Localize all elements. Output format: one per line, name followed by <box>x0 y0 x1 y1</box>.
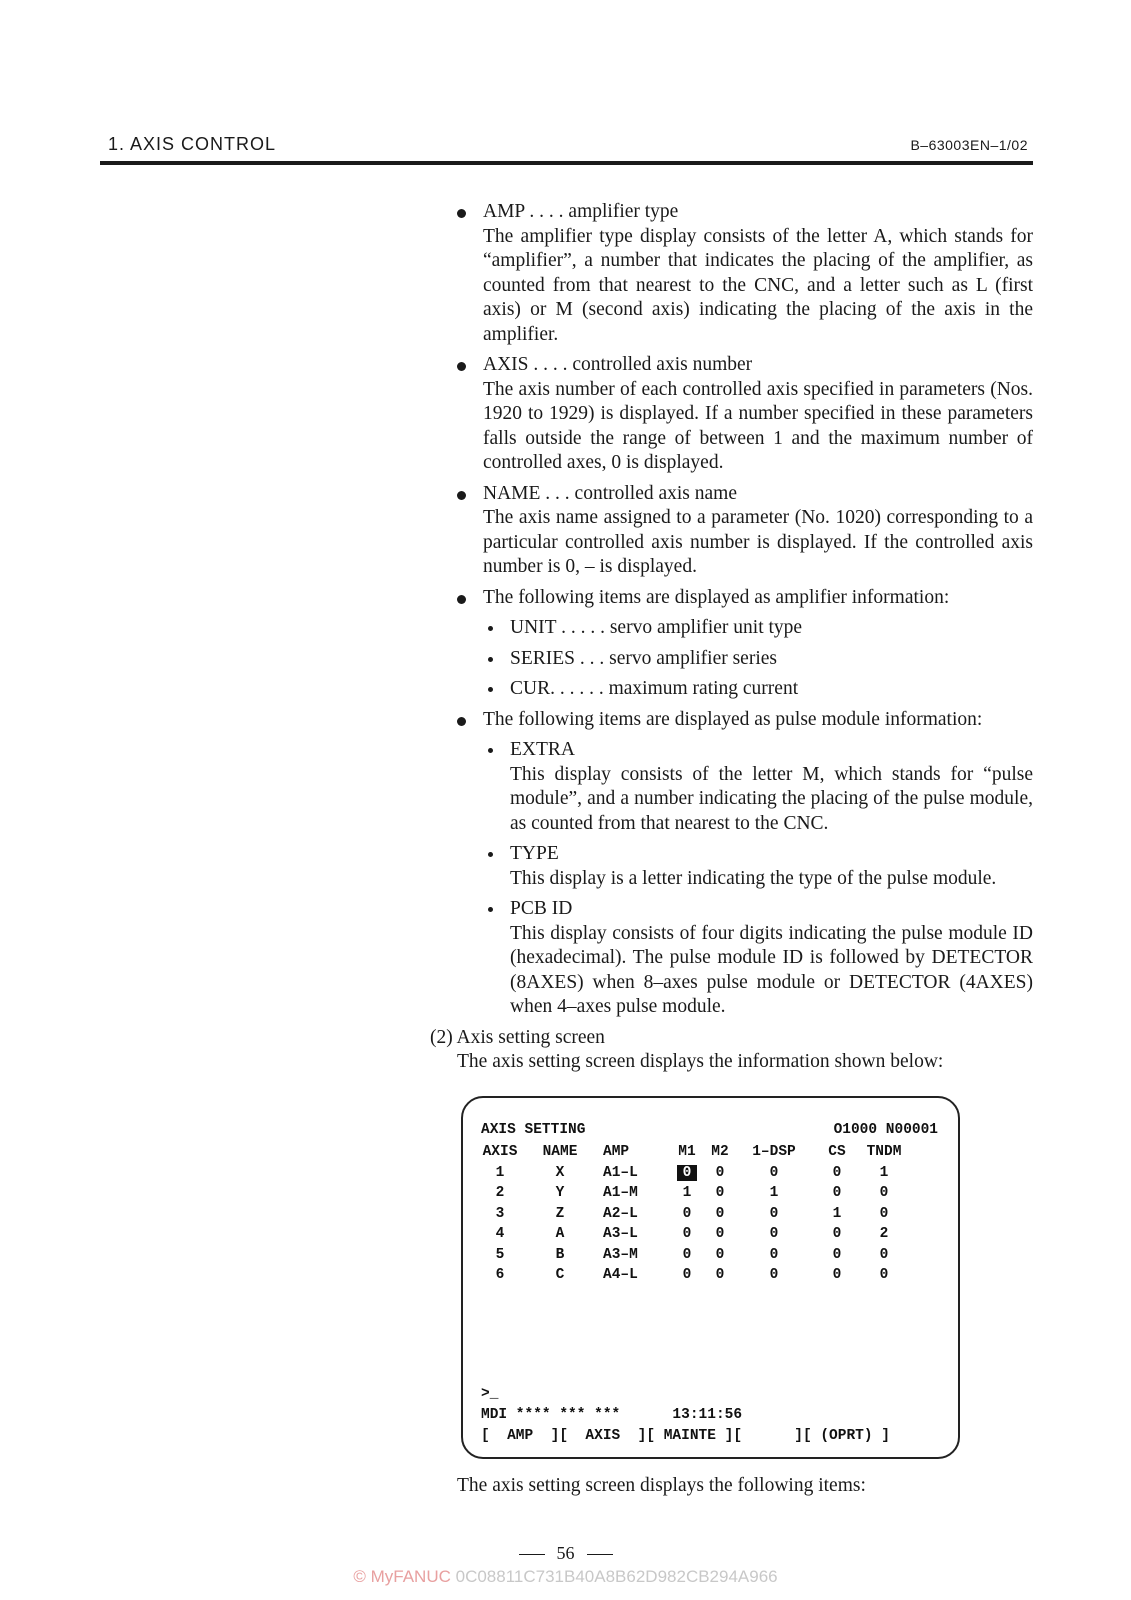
bullet-icon <box>457 717 466 726</box>
watermark <box>0 1567 1131 1587</box>
cell-1dsp: 0 <box>769 1246 779 1263</box>
small-bullet-icon <box>488 626 493 631</box>
bullet-icon <box>457 362 466 371</box>
sub-item-lead: PCB ID <box>510 898 573 919</box>
cell-cs: 0 <box>832 1185 842 1201</box>
item-lead: The following items are displayed as amplifier information: <box>483 586 950 608</box>
cell-axis: 2 <box>495 1185 505 1201</box>
header-doc-id: B–63003EN–1/02 <box>910 137 1028 153</box>
column-header-tndm: TNDM <box>866 1144 902 1160</box>
sub-item-lead: EXTRA <box>510 739 575 760</box>
cell-cs: 0 <box>832 1226 842 1242</box>
cell-cs: 1 <box>832 1205 842 1222</box>
small-bullet-icon <box>488 907 493 912</box>
cell-amp: A1–L <box>603 1164 638 1181</box>
cell-amp: A1–M <box>603 1185 638 1201</box>
page-number-footer <box>0 1543 1131 1564</box>
cell-amp: A4–L <box>603 1267 638 1283</box>
bullet-icon <box>457 491 466 500</box>
cell-name: B <box>555 1246 565 1263</box>
sub-item-text: CUR. . . . . . maximum rating current <box>510 678 799 699</box>
table-row <box>477 1163 911 1184</box>
cell-name: A <box>555 1226 565 1242</box>
watermark-brand: © MyFANUC <box>353 1567 451 1586</box>
table-row <box>477 1204 911 1225</box>
cell-amp: A2–L <box>603 1205 638 1222</box>
cell-m2: 0 <box>715 1164 725 1181</box>
cell-axis: 1 <box>495 1164 505 1181</box>
header-section-title: 1. AXIS CONTROL <box>108 134 277 154</box>
item-name <box>430 482 1033 580</box>
small-bullet-icon <box>488 687 493 692</box>
column-header-m1: M1 <box>678 1144 696 1160</box>
cell-m2: 0 <box>715 1267 725 1283</box>
cell-m1: 0 <box>682 1226 692 1242</box>
sub-item-desc: This display is a letter indicating the type of the pulse module. <box>510 867 997 889</box>
small-bullet-icon <box>488 748 493 753</box>
cell-axis: 3 <box>495 1205 505 1222</box>
pulse-info-type <box>430 842 1033 891</box>
cell-name: X <box>555 1164 565 1181</box>
column-header-cs: CS <box>828 1144 846 1160</box>
screen-title: AXIS SETTING <box>481 1122 586 1138</box>
cell-1dsp: 1 <box>769 1185 779 1201</box>
sub-item-lead: TYPE <box>510 843 559 864</box>
item-axis <box>430 353 1033 476</box>
cell-tndm: 0 <box>879 1185 889 1201</box>
section-2-title: (2) Axis setting screen <box>430 1026 605 1048</box>
body-column <box>430 200 1033 1075</box>
cell-tndm: 0 <box>879 1246 889 1263</box>
amp-info-cur <box>430 677 1033 702</box>
item-amp <box>430 200 1033 347</box>
item-desc: The axis number of each controlled axis specified in parameters (Nos. 1920 to 1929) is displayed. If a number specified in these parameters falls outside the range of between 1 and the maximum number of controlled axes, 0 is displayed. <box>483 378 1033 473</box>
table-row <box>477 1224 911 1245</box>
small-bullet-icon <box>488 657 493 662</box>
cell-m1-cursor[interactable] <box>665 1163 709 1184</box>
cell-tndm: 0 <box>879 1267 889 1283</box>
column-header-axis: AXIS <box>482 1144 518 1160</box>
cell-amp: A3–M <box>603 1246 638 1263</box>
page-number: 56 <box>556 1543 575 1563</box>
input-prompt[interactable]: >_ <box>481 1386 499 1402</box>
item-desc: The axis name assigned to a parameter (No. 1020) corresponding to a particular controlled axis number is displayed. If the controlled axis number is 0, – is displayed. <box>483 507 1033 577</box>
cell-m1: 0 <box>682 1246 692 1263</box>
column-header-amp: AMP <box>603 1144 630 1160</box>
cell-1dsp: 0 <box>769 1226 779 1242</box>
cell-axis: 5 <box>495 1246 505 1263</box>
table-row <box>477 1245 911 1266</box>
cell-cs: 0 <box>832 1267 842 1283</box>
column-header-m2: M2 <box>711 1144 729 1160</box>
amp-info-series <box>430 647 1033 672</box>
cell-m1: 1 <box>682 1185 692 1201</box>
item-pulse-info <box>430 708 1033 733</box>
sub-item-text: SERIES . . . servo amplifier series <box>510 647 777 669</box>
pulse-info-extra <box>430 738 1033 836</box>
item-desc: The amplifier type display consists of the letter A, which stands for “amplifier”, a number that indicates the placing of the amplifier, as counted from that nearest to the CNC, and a letter such as L (first axis) or M (second axis) indicating the placing of the axis in the amplifier. <box>483 225 1033 345</box>
section-2-desc: The axis setting screen displays the information shown below: <box>457 1051 944 1072</box>
table-header-row <box>477 1142 911 1163</box>
bullet-icon <box>457 209 466 218</box>
amp-info-unit <box>430 616 1033 641</box>
sub-item-text: UNIT . . . . . servo amplifier unit type <box>510 617 803 638</box>
sub-item-desc: This display consists of the letter M, which stands for “pulse module”, and a number indicating the placing of the pulse module, as counted from that nearest to the CNC. <box>510 763 1033 834</box>
table-row <box>477 1265 911 1286</box>
after-screen-text: The axis setting screen displays the following items: <box>457 1475 866 1496</box>
cell-amp: A3–L <box>603 1226 638 1242</box>
cursor-value[interactable]: 0 <box>677 1165 698 1181</box>
item-lead: AXIS . . . . controlled axis number <box>483 354 753 375</box>
cell-cs: 0 <box>832 1164 842 1181</box>
cell-m2: 0 <box>715 1205 725 1222</box>
cell-1dsp: 0 <box>769 1164 779 1181</box>
cell-m2: 0 <box>715 1246 725 1263</box>
cell-name: Z <box>555 1205 565 1222</box>
bullet-icon <box>457 595 466 604</box>
small-bullet-icon <box>488 852 493 857</box>
item-amp-info <box>430 586 1033 611</box>
cell-axis: 4 <box>495 1226 505 1242</box>
item-lead: NAME . . . controlled axis name <box>483 482 737 504</box>
cell-m1: 0 <box>682 1205 692 1222</box>
cell-tndm: 1 <box>879 1164 889 1181</box>
cell-1dsp: 0 <box>769 1205 779 1222</box>
watermark-code: 0C08811C731B40A8B62D982CB294A966 <box>455 1567 778 1586</box>
cell-m2: 0 <box>715 1185 725 1201</box>
dash-right <box>587 1554 613 1555</box>
status-line: MDI **** *** *** 13:11:56 <box>481 1407 743 1423</box>
axis-setting-screen <box>461 1096 960 1459</box>
column-header-1dsp: 1–DSP <box>752 1144 796 1160</box>
screen-program-number: O1000 N00001 <box>833 1122 938 1138</box>
cell-m2: 0 <box>715 1226 725 1242</box>
axis-setting-table <box>477 1142 911 1286</box>
cell-name: C <box>555 1267 565 1283</box>
item-lead: AMP . . . . amplifier type <box>483 201 679 222</box>
column-header-name: NAME <box>542 1144 578 1160</box>
dash-left <box>519 1554 545 1555</box>
table-row <box>477 1183 911 1204</box>
cell-cs: 0 <box>832 1246 842 1263</box>
header-rule <box>100 161 1033 165</box>
item-lead: The following items are displayed as pulse module information: <box>483 708 983 730</box>
sub-item-desc: This display consists of four digits indicating the pulse module ID (hexadecimal). The pulse module ID is followed by DETECTOR (8AXES) when 8–axes pulse module or DETECTOR (4AXES) when 4–axes pulse module. <box>510 922 1033 1017</box>
cell-axis: 6 <box>495 1267 505 1283</box>
cell-tndm: 2 <box>879 1226 889 1242</box>
cell-name: Y <box>555 1185 565 1201</box>
cell-tndm: 0 <box>879 1205 889 1222</box>
pulse-info-pcb-id <box>430 897 1033 1020</box>
cell-m1: 0 <box>682 1267 692 1283</box>
cell-1dsp: 0 <box>769 1267 779 1283</box>
soft-key-bar[interactable]: [ AMP ][ AXIS ][ MAINTE ][ ][ (OPRT) ] <box>481 1428 890 1444</box>
